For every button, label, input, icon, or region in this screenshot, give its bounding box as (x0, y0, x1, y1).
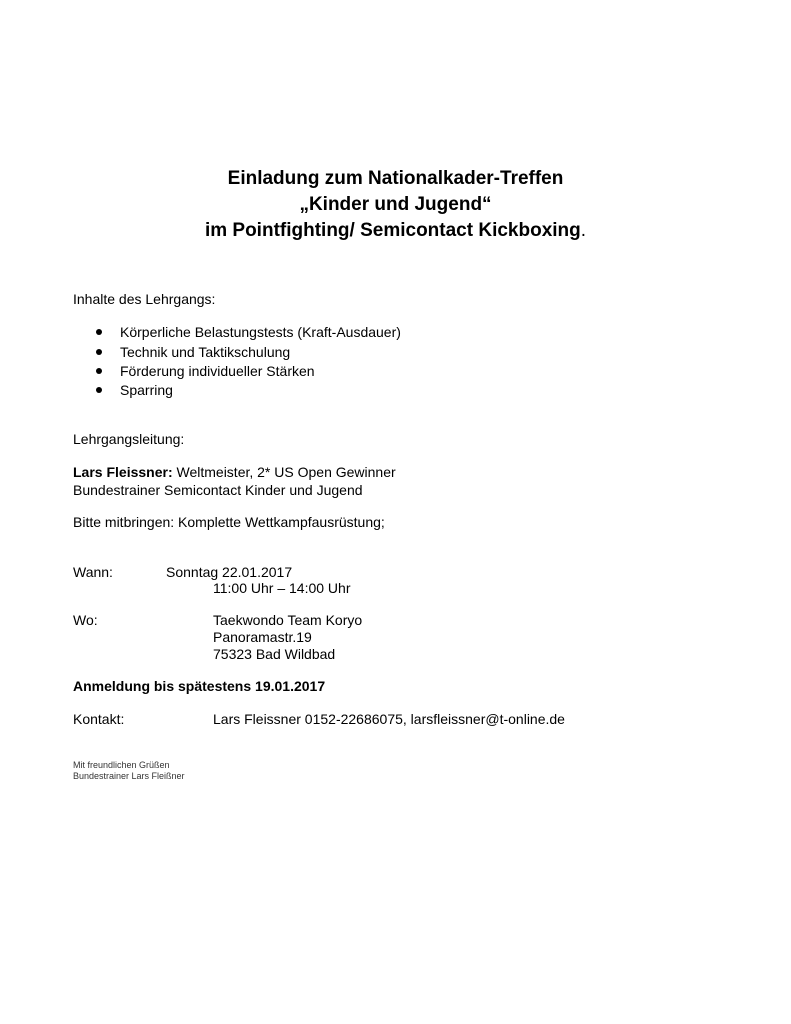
where-venue: Taekwondo Team Koryo (213, 612, 363, 628)
title-line-3-period: . (580, 220, 587, 241)
contact-label: Kontakt: (73, 711, 125, 727)
when-date: Sonntag 22.01.2017 (166, 564, 293, 580)
where-street: Panoramastr.19 (213, 629, 312, 645)
when-label: Wann: (73, 564, 113, 580)
closing-greeting: Mit freundlichen Grüßen (73, 760, 170, 770)
list-item: Förderung individueller Stärken (120, 363, 315, 379)
title-line-2: „Kinder und Jugend“ (299, 194, 492, 215)
when-time: 11:00 Uhr – 14:00 Uhr (213, 580, 351, 596)
contents-heading: Inhalte des Lehrgangs: (73, 291, 216, 307)
title-line-3 (0, 218, 791, 244)
where-city: 75323 Bad Wildbad (213, 646, 336, 662)
leadership-line (73, 463, 396, 481)
bullet-icon (96, 329, 102, 335)
closing-signature: Bundestrainer Lars Fleißner (73, 771, 185, 781)
where-label: Wo: (73, 612, 98, 628)
bullet-icon (96, 349, 102, 355)
bring-note: Bitte mitbringen: Komplette Wettkampfausrüstung; (73, 514, 385, 530)
bullet-icon (96, 387, 102, 393)
list-item: Körperliche Belastungstests (Kraft-Ausdauer) (120, 324, 401, 340)
leader-titles: Weltmeister, 2* US Open Gewinner (172, 464, 396, 480)
leadership-heading: Lehrgangsleitung: (73, 431, 185, 447)
leader-name: Lars Fleissner: (73, 464, 173, 480)
list-item: Technik und Taktikschulung (120, 344, 291, 360)
leader-role: Bundestrainer Semicontact Kinder und Jugend (73, 482, 363, 498)
title-line-1: Einladung zum Nationalkader-Treffen (227, 168, 564, 189)
title-line-3-text: im Pointfighting/ Semicontact Kickboxing (204, 220, 581, 241)
bullet-icon (96, 368, 102, 374)
registration-deadline: Anmeldung bis spätestens 19.01.2017 (73, 678, 326, 694)
list-item: Sparring (120, 382, 173, 398)
contact-value: Lars Fleissner 0152-22686075, larsfleissner@t-online.de (213, 711, 565, 727)
